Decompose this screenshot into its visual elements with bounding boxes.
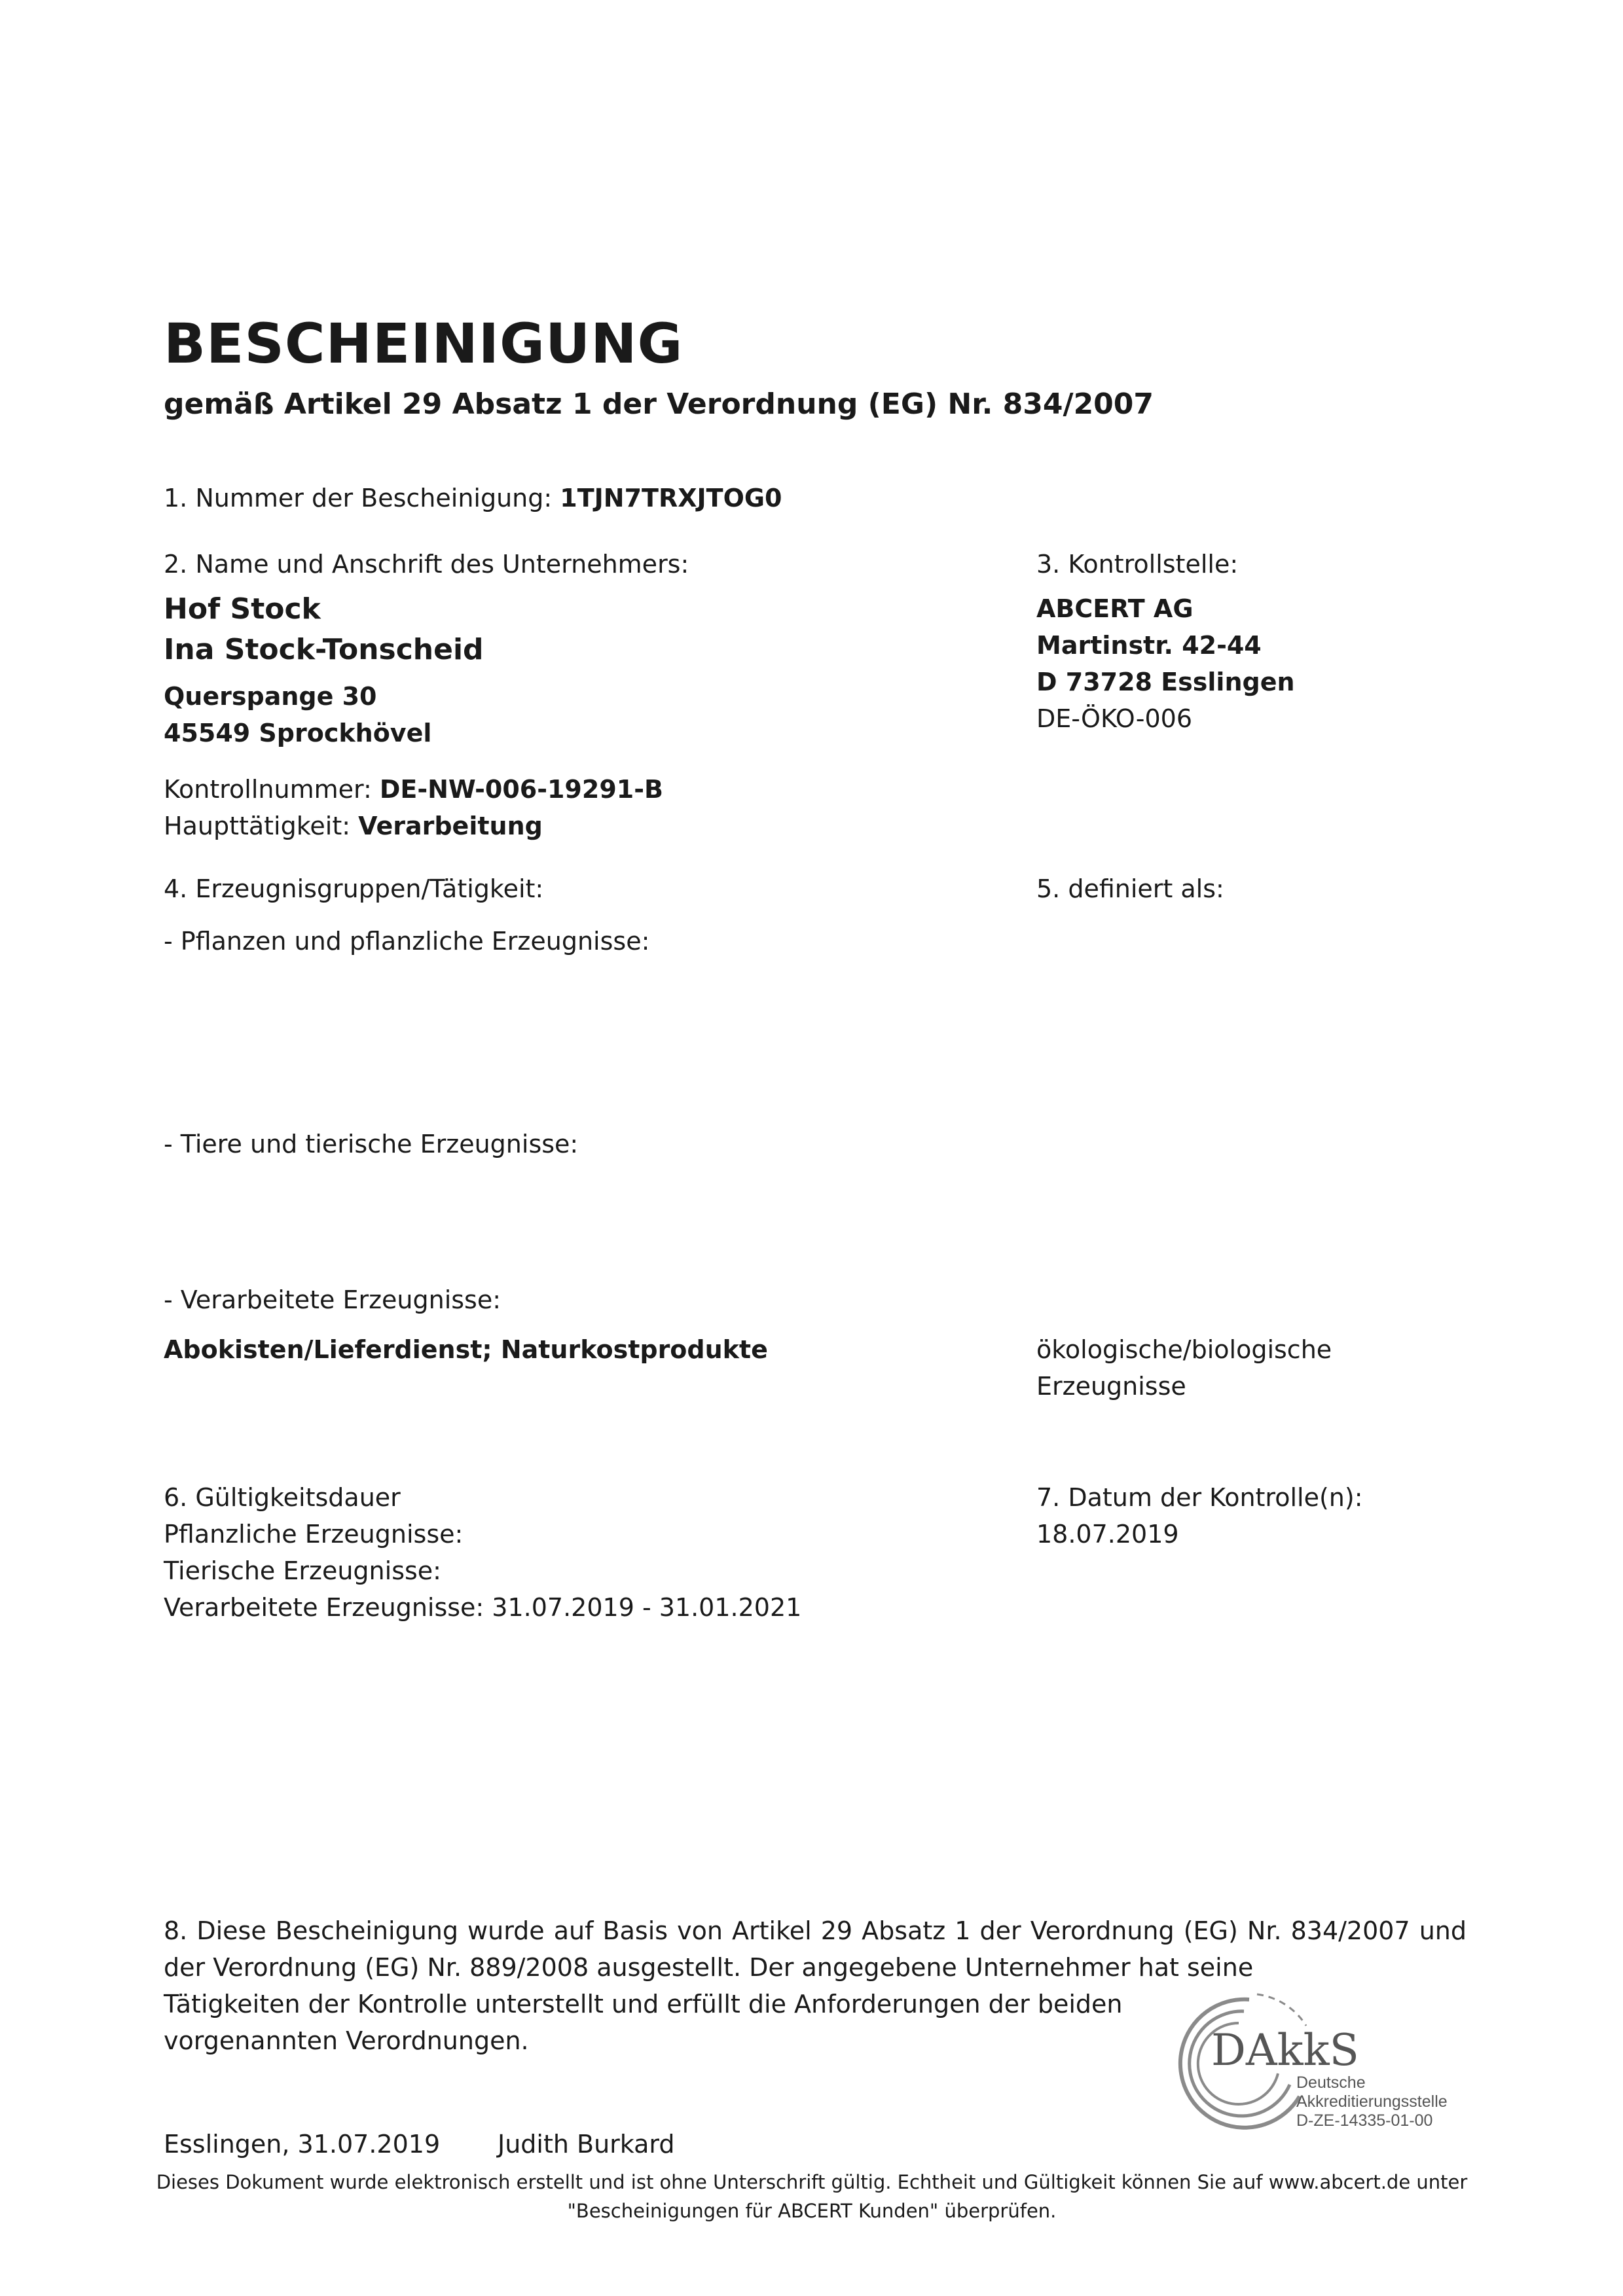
product-groups-label: 4. Erzeugnisgruppen/Tätigkeit: xyxy=(164,874,544,903)
footer-note xyxy=(98,2168,1525,2225)
processed-group-value: Abokisten/Lieferdienst; Naturkostprodukte xyxy=(164,1335,768,1364)
operator-owner: Ina Stock-Tonscheid xyxy=(164,633,484,666)
validity-plants: Pflanzliche Erzeugnisse: xyxy=(164,1520,464,1549)
main-activity-row xyxy=(164,808,543,844)
declaration-text-part1: 8. Diese Bescheinigung wurde auf Basis von Artikel 29 Absatz 1 der Verordnung (EG) Nr. 834/2007 und der Verordnung (EG) Nr. 889/2008 ausgestellt. Der angegebene Unternehmer hat seine xyxy=(164,1916,1467,1982)
dakks-line3: D-ZE-14335-01-00 xyxy=(1296,2111,1433,2130)
operator-label: 2. Name und Anschrift des Unternehmers: xyxy=(164,550,689,579)
signature-place-date: Esslingen, 31.07.2019 xyxy=(164,2130,441,2159)
declaration-text-part3: vorgenannten Verordnungen. xyxy=(164,2026,529,2055)
certificate-number-row xyxy=(164,480,782,516)
validity-processed: Verarbeitete Erzeugnisse: 31.07.2019 - 31.01.2021 xyxy=(164,1593,802,1622)
control-number-value: DE-NW-006-19291-B xyxy=(379,775,663,804)
defined-as-label: 5. definiert als: xyxy=(1036,874,1224,903)
dakks-logo-icon xyxy=(1165,1986,1493,2134)
control-body-street: Martinstr. 42-44 xyxy=(1036,631,1262,660)
control-body-code: DE-ÖKO-006 xyxy=(1036,704,1193,733)
control-number-row xyxy=(164,771,663,808)
dakks-line2: Akkreditierungsstelle xyxy=(1296,2092,1448,2111)
dakks-line1: Deutsche xyxy=(1296,2073,1366,2092)
declaration-text-part2: Tätigkeiten der Kontrolle unterstellt und erfüllt die Anforderungen der beiden xyxy=(164,1990,1123,2018)
plants-group-label: - Pflanzen und pflanzliche Erzeugnisse: xyxy=(164,927,650,956)
certificate-number-value: 1TJN7TRXJTOG0 xyxy=(560,484,782,512)
control-body-city: D 73728 Esslingen xyxy=(1036,668,1295,696)
dakks-logo-text: DAkkS xyxy=(1211,2025,1359,2075)
document-subtitle: gemäß Artikel 29 Absatz 1 der Verordnung (EG) Nr. 834/2007 xyxy=(164,387,1154,421)
animals-group-label: - Tiere und tierische Erzeugnisse: xyxy=(164,1130,579,1158)
certificate-number-label: 1. Nummer der Bescheinigung: xyxy=(164,484,553,512)
signature-name: Judith Burkard xyxy=(498,2130,675,2159)
dakks-accreditation-mark xyxy=(1165,1986,1493,2134)
document-title: BESCHEINIGUNG xyxy=(164,312,684,376)
validity-animals: Tierische Erzeugnisse: xyxy=(164,1556,441,1585)
control-body-name: ABCERT AG xyxy=(1036,594,1194,623)
footer-line1: Dieses Dokument wurde elektronisch erstellt und ist ohne Unterschrift gültig. Echtheit und Gültigkeit können Sie auf www.abcert.de unter xyxy=(156,2171,1468,2193)
main-activity-label: Haupttätigkeit: xyxy=(164,812,351,840)
footer-line2: "Bescheinigungen für ABCERT Kunden" überprüfen. xyxy=(567,2200,1057,2222)
main-activity-value: Verarbeitung xyxy=(358,812,543,840)
inspection-date-value: 18.07.2019 xyxy=(1036,1520,1179,1549)
defined-as-line1: ökologische/biologische xyxy=(1036,1335,1332,1364)
operator-city: 45549 Sprockhövel xyxy=(164,719,432,747)
inspection-date-label: 7. Datum der Kontrolle(n): xyxy=(1036,1483,1363,1512)
control-number-label: Kontrollnummer: xyxy=(164,775,372,804)
operator-street: Querspange 30 xyxy=(164,682,377,711)
defined-as-line2: Erzeugnisse xyxy=(1036,1372,1186,1401)
processed-group-label: - Verarbeitete Erzeugnisse: xyxy=(164,1285,501,1314)
validity-label: 6. Gültigkeitsdauer xyxy=(164,1483,401,1512)
operator-company: Hof Stock xyxy=(164,592,321,626)
control-body-label: 3. Kontrollstelle: xyxy=(1036,550,1239,579)
